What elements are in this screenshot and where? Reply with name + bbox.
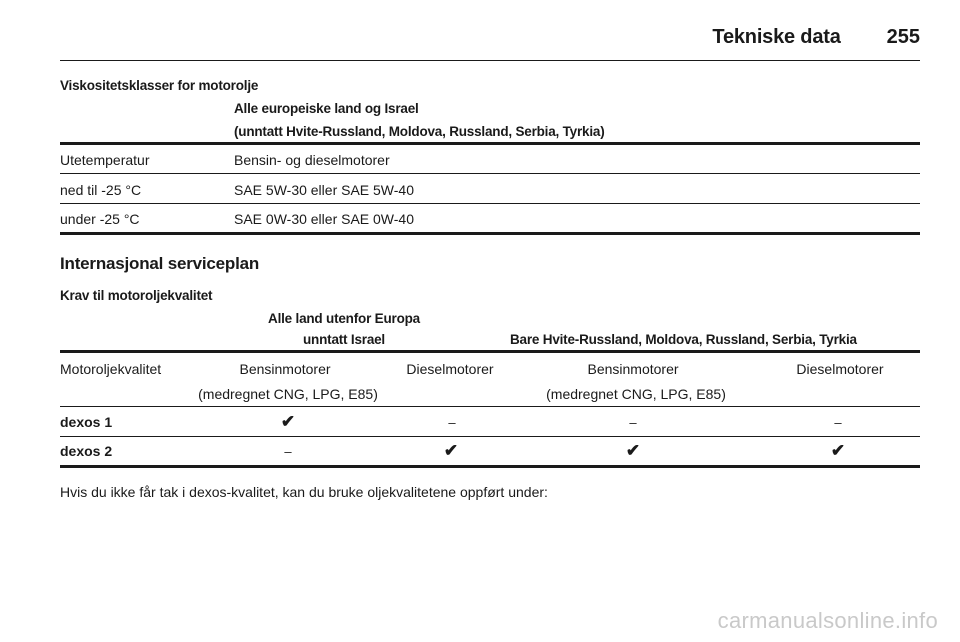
footnote: Hvis du ikke får tak i dexos-kvalitet, kan du bruke oljekvalitetene oppført under: — [60, 484, 548, 500]
table-cell: SAE 5W-30 eller SAE 5W-40 — [234, 182, 415, 198]
row-label-dexos2: dexos 2 — [60, 443, 113, 459]
dash-icon: – — [629, 415, 637, 430]
group1-line2: unntatt Israel — [303, 332, 385, 347]
column-header-petrol-1: Bensinmotorer — [239, 361, 331, 377]
column-header-petrol-2: Bensinmotorer — [587, 361, 679, 377]
table-cell: ned til -25 °C — [60, 182, 142, 198]
table-rule — [60, 203, 920, 204]
check-icon: ✔ — [830, 441, 846, 460]
column-header-diesel-2: Dieselmotorer — [796, 361, 884, 377]
dash-icon: – — [834, 415, 842, 430]
table-rule — [60, 465, 920, 468]
check-icon: ✔ — [280, 412, 296, 431]
section-heading: Internasjonal serviceplan — [60, 254, 260, 273]
viscosity-region-line1: Alle europeiske land og Israel — [234, 101, 419, 116]
table-cell: SAE 0W-30 eller SAE 0W-40 — [234, 211, 415, 227]
column-header-temperature: Utetemperatur — [60, 152, 150, 168]
table-rule — [60, 406, 920, 407]
check-icon: ✔ — [625, 441, 641, 460]
table-rule — [60, 436, 920, 437]
table-rule — [60, 173, 920, 174]
table-rule — [60, 142, 920, 145]
page-number: 255 — [886, 25, 920, 48]
page-title: Tekniske data — [712, 25, 841, 48]
column-header-diesel-1: Dieselmotorer — [406, 361, 494, 377]
page-header — [60, 14, 920, 61]
table-cell: under -25 °C — [60, 211, 140, 227]
table-rule — [60, 232, 920, 235]
viscosity-region-line2: (unntatt Hvite-Russland, Moldova, Russland, Serbia, Tyrkia) — [234, 124, 605, 139]
viscosity-label: Viskositetsklasser for motorolje — [60, 78, 259, 93]
petrol-note-1: (medregnet CNG, LPG, E85) — [198, 386, 378, 402]
dash-icon: – — [448, 415, 456, 430]
group1-line1: Alle land utenfor Europa — [268, 311, 420, 326]
group2-header: Bare Hvite-Russland, Moldova, Russland, Serbia, Tyrkia — [510, 332, 857, 347]
column-header-quality: Motoroljekvalitet — [60, 361, 162, 377]
table-rule — [60, 350, 920, 353]
column-header-engines: Bensin- og dieselmotorer — [234, 152, 390, 168]
watermark: carmanualsonline.info — [717, 608, 938, 633]
section-subheading: Krav til motoroljekvalitet — [60, 288, 213, 303]
row-label-dexos1: dexos 1 — [60, 414, 113, 430]
petrol-note-2: (medregnet CNG, LPG, E85) — [546, 386, 726, 402]
dash-icon: – — [284, 444, 292, 459]
check-icon: ✔ — [443, 441, 459, 460]
